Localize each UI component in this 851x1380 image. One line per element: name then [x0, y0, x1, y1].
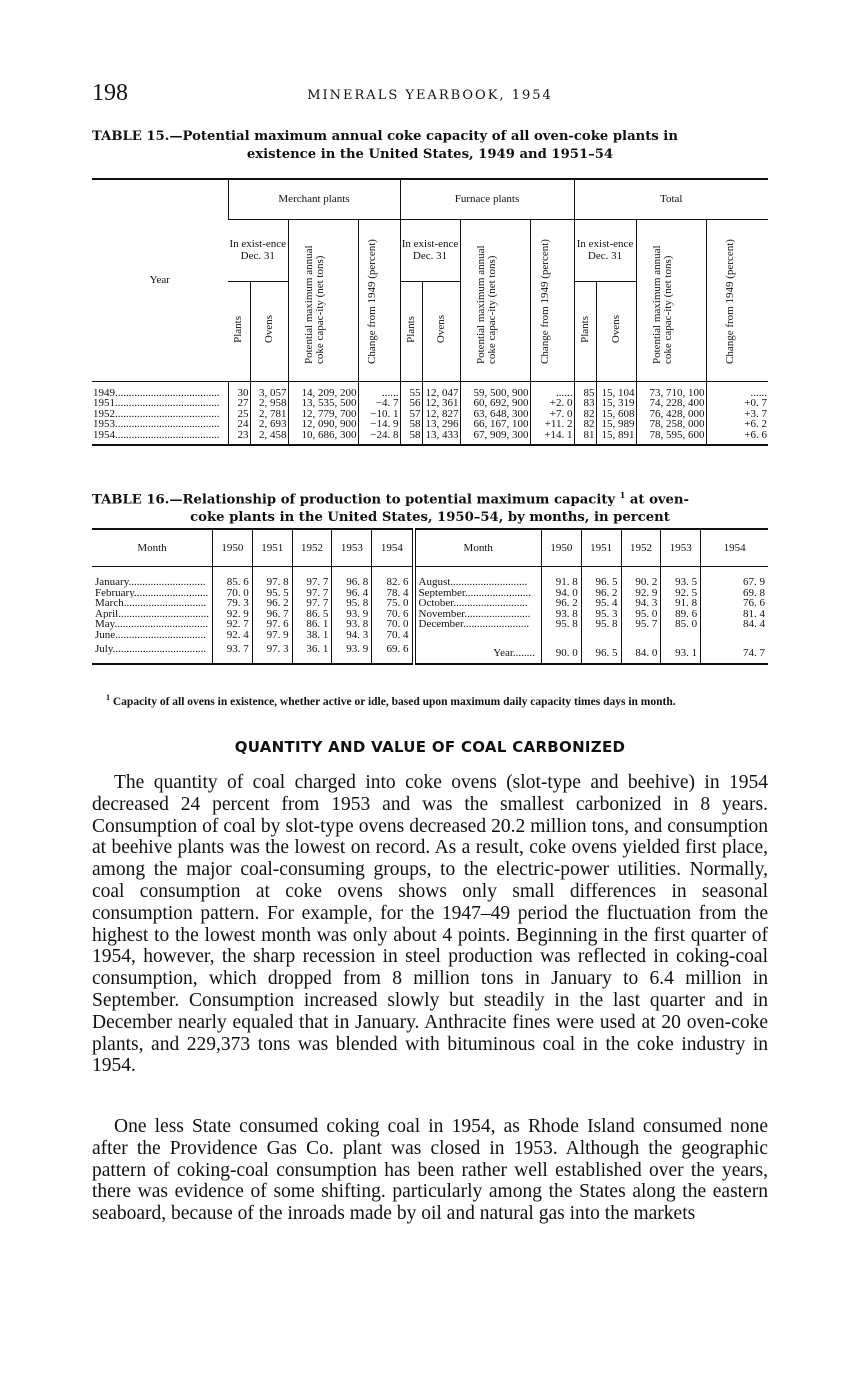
table16-value-cell: 97. 3 — [252, 640, 292, 664]
table15-ovens-furnace: Ovens — [422, 281, 460, 381]
table15-caption — [92, 128, 768, 164]
table15-value-cell: 2, 458 — [250, 430, 288, 446]
table16-value-cell: 36. 1 — [292, 640, 332, 664]
table16-month-cell: December........................ — [414, 619, 542, 630]
table15-group-furnace: Furnace plants — [400, 179, 574, 219]
table15-value-cell: 15, 989 — [596, 419, 636, 430]
table16-caption-line1-end: at oven- — [629, 492, 689, 508]
table16-month-cell: May.................................. — [95, 619, 208, 630]
table15-value-cell: +6. 2 — [706, 419, 768, 430]
table16-value-cell: 96. 2 — [252, 598, 292, 609]
table16-value-cell: 95. 8 — [541, 619, 581, 630]
table15-value-cell: −24. 8 — [358, 430, 400, 446]
table16-row — [92, 609, 768, 620]
table16-value-cell: 84. 0 — [621, 640, 661, 664]
table15-plants-furnace: Plants — [400, 281, 422, 381]
table15-change-total: Change from 1949 (percent) — [706, 219, 768, 381]
table15-value-cell: +14. 1 — [530, 430, 574, 446]
table15-potential-total: Potential maximum annual coke capac-ity (net tons) — [636, 219, 706, 381]
table15-value-cell: 12, 047 — [422, 381, 460, 398]
table16-value-cell: 96. 2 — [581, 588, 621, 599]
table16-value-cell: 79. 3 — [212, 598, 252, 609]
table16-month-cell: March.............................. — [95, 598, 207, 609]
table15-value-cell: −4. 7 — [358, 398, 400, 409]
table16-month-cell — [414, 630, 542, 641]
table16-col-header: 1954 — [372, 529, 414, 567]
table16-col-header: 1950 — [541, 529, 581, 567]
table15-potential-merchant: Potential maximum annual coke capac-ity (net tons) — [288, 219, 358, 381]
table16-value-cell: 94. 0 — [541, 588, 581, 599]
table15-value-cell: 14, 209, 200 — [288, 381, 358, 398]
table15-value-cell: 59, 500, 900 — [460, 381, 530, 398]
table15-year-cell: 1949...................................... — [93, 386, 220, 398]
table16-value-cell: 90. 2 — [621, 567, 661, 588]
section-title: QUANTITY AND VALUE OF COAL CARBONIZED — [234, 738, 626, 756]
table16-value-cell: 95. 8 — [332, 598, 372, 609]
table16-month-cell: January............................ — [95, 576, 206, 588]
table16-value-cell: 92. 4 — [212, 630, 252, 641]
table15-value-cell: +2. 0 — [530, 398, 574, 409]
page-header — [92, 80, 768, 110]
table15-value-cell: 15, 319 — [596, 398, 636, 409]
table15-value-cell: +11. 2 — [530, 419, 574, 430]
table15-value-cell: 13, 433 — [422, 430, 460, 446]
paragraph-2: One less State consumed coking coal in 1954, as Rhode Island consumed none after the Providence Gas Co. plant was closed in 1953. Although the geographic pattern of coking-coal consumption has been rather well established over the years, there was evidence of some shifting. particularly among the States along the eastern seaboard, because of the inroads made by oil and natural gas into the markets — [92, 1116, 768, 1225]
table15-value-cell: +3. 7 — [706, 409, 768, 420]
table16-value-cell: 93. 5 — [661, 567, 701, 588]
table16-value-cell: 70. 6 — [372, 609, 414, 620]
table15-value-cell: 15, 104 — [596, 381, 636, 398]
table16-value-cell: 75. 0 — [372, 598, 414, 609]
table16-value-cell: 96. 2 — [541, 598, 581, 609]
table15-value-cell: 67, 909, 300 — [460, 430, 530, 446]
table16-value-cell: 70. 0 — [212, 588, 252, 599]
table16-row — [92, 640, 768, 664]
table16-col-header: 1952 — [621, 529, 661, 567]
table16-caption-line2: coke plants in the United States, 1950–54, by months, in percent — [190, 510, 670, 526]
table15-value-cell: 76, 428, 000 — [636, 409, 706, 420]
table16-value-cell: 93. 1 — [661, 640, 701, 664]
table16-value-cell — [621, 630, 661, 641]
table16-value-cell: 96. 7 — [252, 609, 292, 620]
table15-value-cell: 2, 958 — [250, 398, 288, 409]
table15-row — [92, 419, 768, 430]
table15-value-cell: 13, 296 — [422, 419, 460, 430]
table16-value-cell: 97. 8 — [252, 567, 292, 588]
table15-value-cell: +0. 7 — [706, 398, 768, 409]
table16-value-cell: 85. 0 — [661, 619, 701, 630]
table16-value-cell: 86. 5 — [292, 609, 332, 620]
table15-value-cell: 12, 361 — [422, 398, 460, 409]
table15-row — [92, 398, 768, 409]
table16-value-cell: 96. 5 — [581, 640, 621, 664]
table16-value-cell: 92. 5 — [661, 588, 701, 599]
table15-group-total: Total — [574, 179, 768, 219]
table15-in-existence-total: In exist-ence Dec. 31 — [574, 219, 636, 281]
table15-value-cell: 81 — [574, 430, 596, 446]
table15-plants-total: Plants — [574, 281, 596, 381]
table16-value-cell: 96. 5 — [581, 567, 621, 588]
table15-value-cell: 82 — [574, 419, 596, 430]
table15-value-cell: +7. 0 — [530, 409, 574, 420]
table15-value-cell: 63, 648, 300 — [460, 409, 530, 420]
paragraph-1: The quantity of coal charged into coke ovens (slot-type and beehive) in 1954 decreased 24 percent from 1953 and was the smallest carbonized in 8 years. Consumption of coal by slot-type ovens decreased 20.2 million tons, and consumption at beehive plants was the lowest on record. As a result, coke ovens yielded first place, among the major coal-consuming groups, to the electric-power utilities. Normally, coal consumption at coke ovens shows only small differences in seasonal consumption pattern. For example, for the 1947–49 period the fluctuation from the highest to the lowest month was only about 4 points. Beginning in the first quarter of 1954, however, the sharp recession in steel production was reflected in coking-coal consumption, which dropped from 8 million tons in January to 6.4 million in September. Consumption increased slowly but steadily in the last quarter and in December nearly equaled that in January. Anthracite fines were used at 20 oven-coke plants, and 229,373 tons was blended with bituminous coal in the coke industry in 1954. — [92, 772, 768, 1077]
table16-row — [92, 588, 768, 599]
table16-value-cell: 93. 9 — [332, 609, 372, 620]
table16-month-cell: February........................... — [95, 587, 209, 598]
table16-footnote — [92, 692, 768, 708]
table16-value-cell: 82. 6 — [372, 567, 414, 588]
table16-value-cell: 76. 6 — [701, 598, 768, 609]
table16-month-cell: September........................ — [414, 588, 542, 599]
table15-year-cell: 1951...................................... — [93, 398, 220, 409]
table16-value-cell: 97. 9 — [252, 630, 292, 641]
footnote-text: Capacity of all ovens in existence, whether active or idle, based upon maximum daily capacity times days in month. — [112, 695, 676, 708]
table16-col-header: 1953 — [661, 529, 701, 567]
table16-col-header: 1951 — [581, 529, 621, 567]
table16-value-cell: 97. 6 — [252, 619, 292, 630]
table15-potential-furnace: Potential maximum annual coke capac-ity (net tons) — [460, 219, 530, 381]
table16-col-header: 1954 — [701, 529, 768, 567]
table15-value-cell: 78, 258, 000 — [636, 419, 706, 430]
table16-value-cell: 95. 7 — [621, 619, 661, 630]
table15-value-cell: −14. 9 — [358, 419, 400, 430]
table15-year-cell: 1954...................................... — [92, 430, 228, 446]
table16-value-cell — [581, 630, 621, 641]
table16-month-cell: July.................................. — [92, 640, 212, 664]
table16-month-cell: October........................... — [414, 598, 542, 609]
table15-value-cell: 23 — [228, 430, 250, 446]
table16-value-cell: 74. 7 — [701, 640, 768, 664]
table15-value-cell: ...... — [530, 381, 574, 398]
table16-value-cell: 95. 8 — [581, 619, 621, 630]
table15-ovens-merchant: Ovens — [250, 281, 288, 381]
table15-value-cell: 73, 710, 100 — [636, 381, 706, 398]
table15-value-cell: ...... — [358, 381, 400, 398]
table16-month-cell: Year........ — [414, 640, 542, 664]
table16-row — [92, 630, 768, 641]
table16-value-cell: 94. 3 — [332, 630, 372, 641]
table16-header-row — [92, 529, 768, 567]
table16-month-cell: April................................. — [95, 608, 209, 619]
table16-value-cell: 69. 8 — [701, 588, 768, 599]
table16-value-cell: 92. 9 — [212, 609, 252, 620]
table16-value-cell: 81. 4 — [701, 609, 768, 620]
table16-value-cell: 97. 7 — [292, 588, 332, 599]
table15-value-cell: 12, 779, 700 — [288, 409, 358, 420]
table15-value-cell: 2, 693 — [250, 419, 288, 430]
table15-value-cell: 3, 057 — [250, 381, 288, 398]
table16-month-cell: August............................ — [414, 567, 542, 588]
table16-value-cell: 78. 4 — [372, 588, 414, 599]
table16-value-cell: 96. 8 — [332, 567, 372, 588]
table15-value-cell: 55 — [400, 381, 422, 398]
table16-value-cell: 85. 6 — [212, 567, 252, 588]
table15-value-cell: 12, 090, 900 — [288, 419, 358, 430]
table16-month-cell: November........................ — [414, 609, 542, 620]
table16-body — [92, 567, 768, 664]
table15-ovens-total: Ovens — [596, 281, 636, 381]
table16-value-cell: 67. 9 — [701, 567, 768, 588]
table15-value-cell: ...... — [706, 381, 768, 398]
table16-col-header: 1953 — [332, 529, 372, 567]
table16-value-cell: 91. 8 — [661, 598, 701, 609]
table16 — [92, 528, 768, 665]
table15-plants-merchant: Plants — [228, 281, 250, 381]
table16-value-cell: 89. 6 — [661, 609, 701, 620]
table15-value-cell: 56 — [400, 398, 422, 409]
table16-value-cell: 93. 9 — [332, 640, 372, 664]
table16-value-cell: 92. 7 — [212, 619, 252, 630]
table16-value-cell: 93. 7 — [212, 640, 252, 664]
table16-col-header: Month — [414, 529, 542, 567]
table16-col-header: Month — [92, 529, 212, 567]
table16-col-header: 1951 — [252, 529, 292, 567]
table16-caption-line1: TABLE 16.—Relationship of production to potential maximum capacity — [92, 492, 616, 508]
table15-value-cell: 78, 595, 600 — [636, 430, 706, 446]
table15-value-cell: 57 — [400, 409, 422, 420]
table16-value-cell: 94. 3 — [621, 598, 661, 609]
table16-row — [92, 598, 768, 609]
table15-body — [92, 381, 768, 445]
table15-value-cell: 58 — [400, 430, 422, 446]
table15-value-cell: 60, 692, 900 — [460, 398, 530, 409]
table15-value-cell: 2, 781 — [250, 409, 288, 420]
table16-value-cell: 95. 4 — [581, 598, 621, 609]
table15-value-cell: +6. 6 — [706, 430, 768, 446]
page-number: 198 — [92, 80, 128, 106]
table16-row — [92, 619, 768, 630]
table15-row — [92, 381, 768, 398]
table15-value-cell: 10, 686, 300 — [288, 430, 358, 446]
table15-value-cell: 85 — [574, 381, 596, 398]
table15-value-cell: 74, 228, 400 — [636, 398, 706, 409]
table15-value-cell: 27 — [228, 398, 250, 409]
table16-value-cell: 96. 4 — [332, 588, 372, 599]
table16-value-cell: 84. 4 — [701, 619, 768, 630]
table15-value-cell: 12, 827 — [422, 409, 460, 420]
table16-value-cell: 92. 9 — [621, 588, 661, 599]
table16-value-cell: 91. 8 — [541, 567, 581, 588]
table15-year-cell: 1952...................................... — [93, 408, 220, 419]
table15-value-cell: 25 — [228, 409, 250, 420]
table15-value-cell: 83 — [574, 398, 596, 409]
table15-caption-line2: existence in the United States, 1949 and 1951–54 — [246, 147, 614, 162]
footnote-marker: 1 — [106, 693, 110, 702]
table16-value-cell: 95. 0 — [621, 609, 661, 620]
table16-value-cell — [661, 630, 701, 641]
table15-value-cell: 66, 167, 100 — [460, 419, 530, 430]
table16-value-cell: 93. 8 — [541, 609, 581, 620]
table16-value-cell: 95. 3 — [581, 609, 621, 620]
table15-value-cell: 13, 535, 500 — [288, 398, 358, 409]
table15-value-cell: 15, 608 — [596, 409, 636, 420]
table16-value-cell: 38. 1 — [292, 630, 332, 641]
table16-value-cell: 97. 7 — [292, 598, 332, 609]
table16-value-cell: 90. 0 — [541, 640, 581, 664]
table16-month-cell: June................................. — [95, 629, 206, 640]
table16-caption — [92, 486, 768, 527]
table15-value-cell: 15, 891 — [596, 430, 636, 446]
table15-value-cell: −10. 1 — [358, 409, 400, 420]
table15-value-cell: 24 — [228, 419, 250, 430]
table15-in-existence-merchant: In exist-ence Dec. 31 — [228, 219, 288, 281]
table16-value-cell: 86. 1 — [292, 619, 332, 630]
table16-col-header: 1952 — [292, 529, 332, 567]
table15-year-cell: 1953...................................... — [93, 419, 220, 430]
table16-value-cell: 95. 5 — [252, 588, 292, 599]
table16-row — [92, 567, 768, 588]
table15 — [92, 178, 768, 446]
table15-change-merchant: Change from 1949 (percent) — [358, 219, 400, 381]
table15-value-cell: 58 — [400, 419, 422, 430]
table16-value-cell: 70. 0 — [372, 619, 414, 630]
table16-col-header: 1950 — [212, 529, 252, 567]
table15-in-existence-furnace: In exist-ence Dec. 31 — [400, 219, 460, 281]
running-head: MINERALS YEARBOOK, 1954 — [307, 88, 553, 103]
table16-value-cell: 69. 6 — [372, 640, 414, 664]
table16-value-cell: 70. 4 — [372, 630, 414, 641]
table15-caption-line1: TABLE 15.—Potential maximum annual coke capacity of all oven-coke plants in — [92, 129, 678, 144]
table15-year-header: Year — [92, 179, 228, 381]
table15-value-cell: 82 — [574, 409, 596, 420]
table15-group-merchant: Merchant plants — [228, 179, 400, 219]
table16-value-cell — [541, 630, 581, 641]
table16-value-cell — [701, 630, 768, 641]
table15-change-furnace: Change from 1949 (percent) — [530, 219, 574, 381]
table15-row — [92, 430, 768, 446]
table16-value-cell: 93. 8 — [332, 619, 372, 630]
table15-value-cell: 30 — [228, 381, 250, 398]
table16-caption-footnote-ref: 1 — [619, 490, 626, 500]
table16-value-cell: 97. 7 — [292, 567, 332, 588]
